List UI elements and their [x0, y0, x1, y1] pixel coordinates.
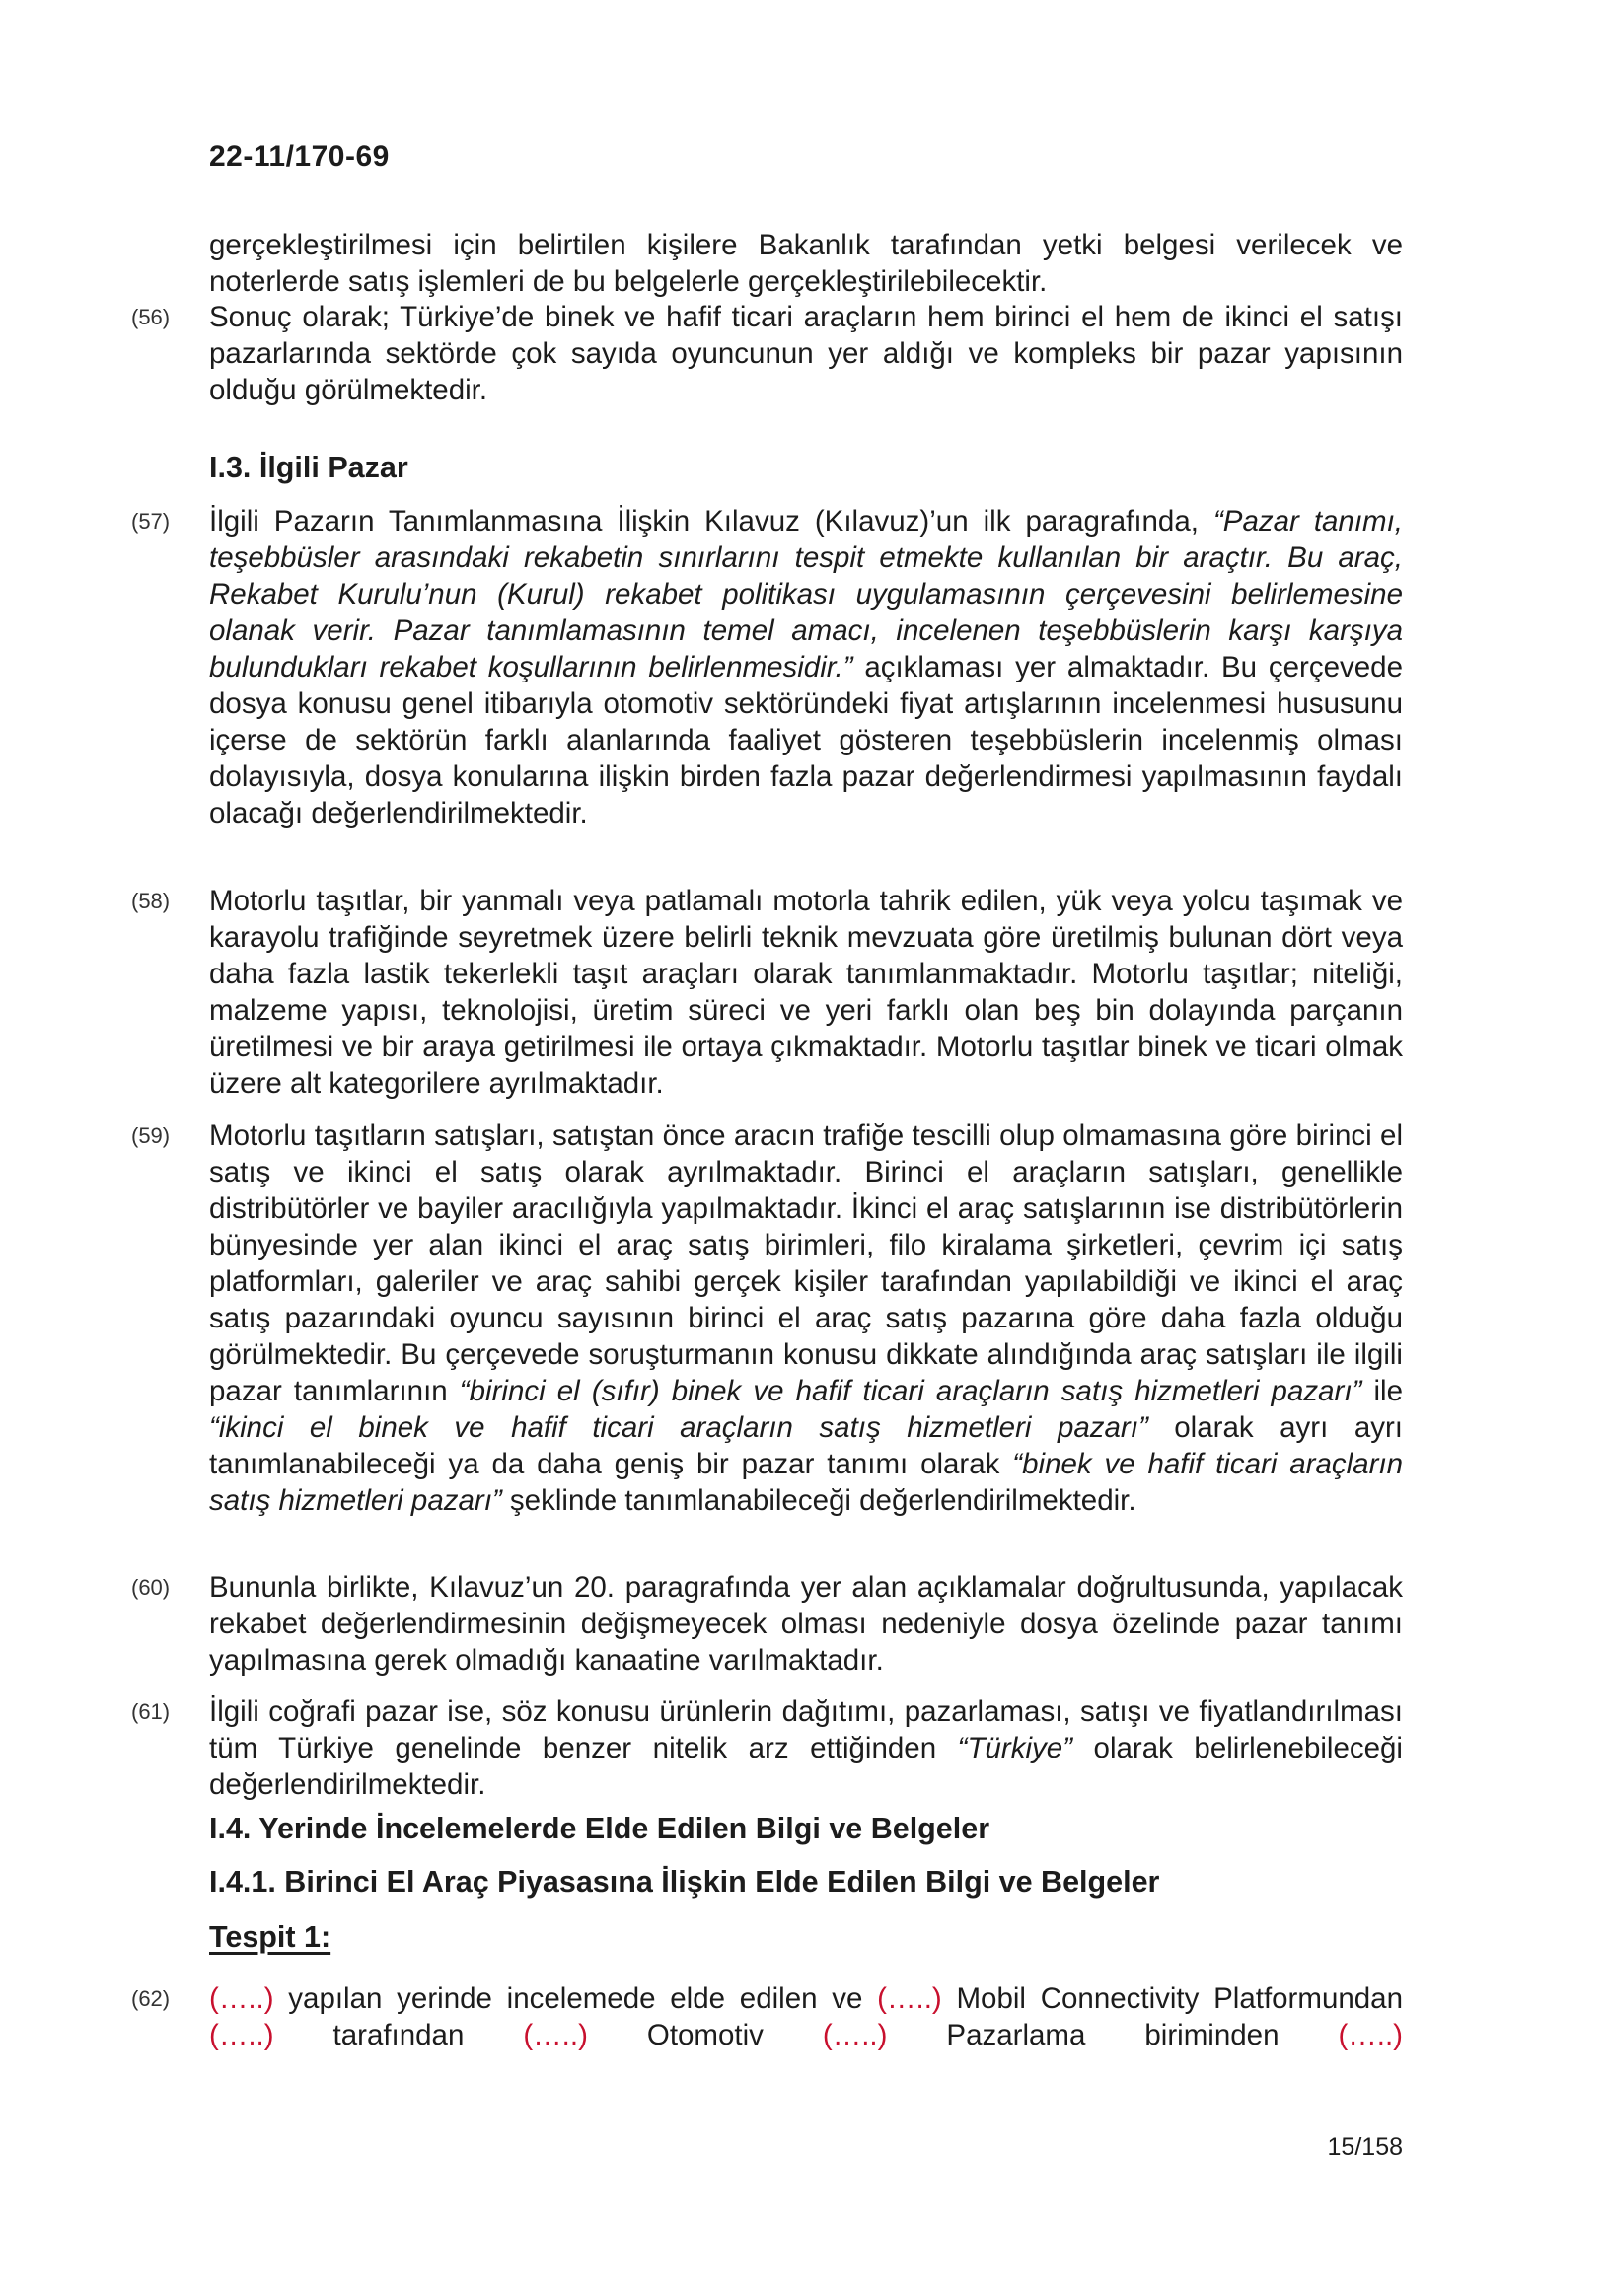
paragraph-59-text: şeklinde tanımlanabileceği değerlendirilmektedir.	[501, 1484, 1136, 1517]
market-definition-quote: “birinci el (sıfır) binek ve hafif ticari araçların satış hizmetleri pazarı”	[459, 1375, 1362, 1407]
redaction-mark: (…..)	[209, 1982, 274, 2015]
finding-heading: Tespit 1:	[209, 1920, 331, 1954]
market-definition-quote: “binek ve hafif ticari araçların satış hizmetleri pazarı”	[209, 1448, 1404, 1517]
redaction-mark: (…..)	[1338, 2019, 1404, 2051]
paragraph-60: Bununla birlikte, Kılavuz’un 20. paragrafında yer alan açıklamalar doğrultusunda, yapılacak rekabet değerlendirmesinin değişmeyecek olması nedeniyle dosya özelinde pazar tanımı yapılmasına gerek olmadığı kanaatine varılmaktadır.	[209, 1571, 1403, 1677]
paragraph-continued: gerçekleştirilmesi için belirtilen kişilere Bakanlık tarafından yetki belgesi verilecek ve noterlerde satış işlemleri de bu belgelerle gerçekleştirilebilecektir.	[209, 229, 1403, 298]
document-code: 22-11/170-69	[209, 140, 390, 173]
kilavuz-quote: “Pazar tanımı, teşebbüsler arasındaki rekabetin sınırlarını tespit etmekte kullanılan bir araçtır. Bu araç, Rekabet Kurulu’nun (Kurul) rekabet politikası uygulamasının çerçevesini belirlemesine olanak verir. Pazar tanımlamasının temel amacı, incelenen teşebbüslerin karşı karşıya bulundukları rekabet koşullarının belirlenmesidir.”	[209, 505, 1403, 683]
market-definition-quote: “ikinci el binek ve hafif ticari araçların satış hizmetleri pazarı”	[209, 1411, 1148, 1444]
paragraph-number: (62)	[131, 1986, 171, 2011]
geographic-market-quote: “Türkiye”	[957, 1732, 1072, 1764]
paragraph-61-text: olarak belirlenebileceği değerlendirilmektedir.	[209, 1732, 1403, 1801]
paragraph-number: (58)	[131, 889, 171, 913]
paragraph-number: (56)	[131, 305, 171, 329]
redaction-mark: (…..)	[209, 2019, 274, 2051]
paragraph-number: (61)	[131, 1699, 171, 1724]
paragraph-number: (57)	[131, 509, 171, 534]
redaction-mark: (…..)	[523, 2019, 588, 2051]
paragraph-number: (60)	[131, 1575, 171, 1600]
paragraph-62-text: tarafından	[273, 2019, 524, 2051]
redaction-mark: (…..)	[877, 1982, 942, 2015]
paragraph-57-text: İlgili Pazarın Tanımlanmasına İlişkin Kılavuz (Kılavuz)’un ilk paragrafında,	[209, 505, 1213, 538]
paragraph-number: (59)	[131, 1123, 171, 1148]
section-heading-i3: I.3. İlgili Pazar	[209, 451, 408, 484]
paragraph-59-text: ile	[1361, 1375, 1403, 1407]
section-heading-i41: I.4.1. Birinci El Araç Piyasasına İlişkin Elde Edilen Bilgi ve Belgeler	[209, 1865, 1160, 1899]
paragraph-62	[209, 1980, 1403, 2053]
paragraph-61	[209, 1693, 1403, 1803]
paragraph-59-text: Motorlu taşıtların satışları, satıştan önce aracın trafiğe tescilli olup olmamasına göre birinci el satış ve ikinci el satış olarak ayrılmaktadır. Birinci el araçların satışları, genellikle distribütörler ve bayiler aracılığıyla yapılmaktadır. İkinci el araç satışlarının ise distribütörlerin bünyesinde yer alan ikinci el araç satış birimleri, filo kiralama şirketleri, çevrim içi satış platformları, galeriler ve araç sahibi gerçek kişiler tarafından yapılabildiği ve ikinci el araç satış pazarındaki oyuncu sayısının birinci el araç satış pazarına göre daha fazla olduğu görülmektedir. Bu çerçevede soruşturmanın konusu dikkate alındığında araç satışları ile ilgili pazar tanımlarının	[209, 1119, 1403, 1407]
paragraph-62-text: Otomotiv	[587, 2019, 823, 2051]
paragraph-57	[209, 503, 1403, 831]
paragraph-57-text: açıklaması yer almaktadır. Bu çerçevede dosya konusu genel itibarıyla otomotiv sektöründeki fiyat artışlarının incelenmesi hususunu içerse de sektörün farklı alanlarında faaliyet gösteren teşebbüslerin incelenmiş olması dolayısıyla, dosya konularına ilişkin birden fazla pazar değerlendirmesi yapılmasının faydalı olacağı değerlendirilmektedir.	[209, 651, 1403, 829]
paragraph-61-text: İlgili coğrafi pazar ise, söz konusu ürünlerin dağıtımı, pazarlaması, satışı ve fiyatlandırılması tüm Türkiye genelinde benzer nitelik arz ettiğinden	[209, 1695, 1403, 1764]
section-heading-i4: I.4. Yerinde İncelemelerde Elde Edilen Bilgi ve Belgeler	[209, 1812, 990, 1845]
paragraph-56: Sonuç olarak; Türkiye’de binek ve hafif ticari araçların hem birinci el hem de ikinci el satışı pazarlarında sektörde çok sayıda oyuncunun yer aldığı ve kompleks bir pazar yapısının olduğu görülmektedir.	[209, 301, 1403, 406]
paragraph-58: Motorlu taşıtlar, bir yanmalı veya patlamalı motorla tahrik edilen, yük veya yolcu taşımak ve karayolu trafiğinde seyretmek üzere belirli teknik mevzuata göre üretilmiş bulunan dört veya daha fazla lastik tekerlekli taşıt araçları olarak tanımlanmaktadır. Motorlu taşıtlar; niteliği, malzeme yapısı, teknolojisi, üretim süreci ve yeri farklı olan beş bin dolayında parçanın üretilmesi ve bir araya getirilmesi ile ortaya çıkmaktadır. Motorlu taşıtlar binek ve ticari olmak üzere alt kategorilere ayrılmaktadır.	[209, 885, 1403, 1100]
paragraph-59	[209, 1117, 1403, 1519]
page-number: 15/158	[1327, 2133, 1403, 2161]
redaction-mark: (…..)	[822, 2019, 888, 2051]
paragraph-62-text: Pazarlama biriminden	[887, 2019, 1339, 2051]
paragraph-62-text: yapılan yerinde incelemede elde edilen ve	[273, 1982, 878, 2015]
paragraph-59-text: olarak ayrı ayrı tanımlanabileceği ya da daha geniş bir pazar tanımı olarak	[209, 1411, 1403, 1480]
paragraph-62-text: Mobil Connectivity Platformundan	[941, 1982, 1403, 2015]
